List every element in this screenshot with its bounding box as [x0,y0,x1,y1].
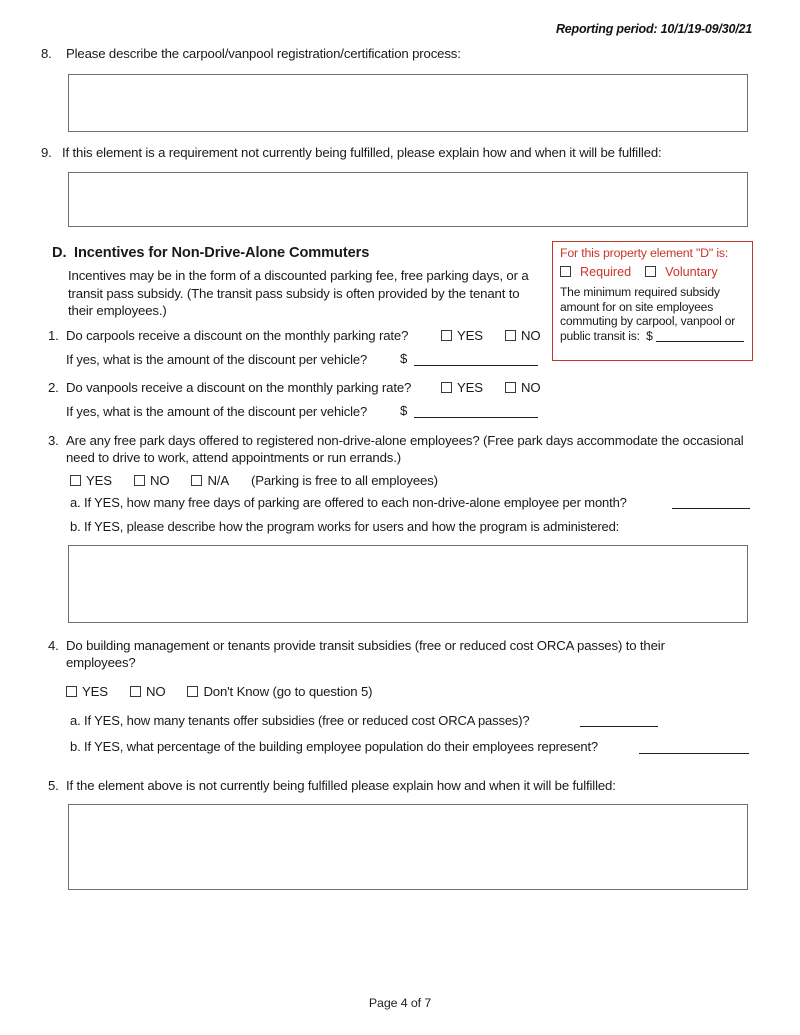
question-9-text: If this element is a requirement not currently being fulfilled, please explain how and when it will be fulfilled: [62,145,662,160]
item-1-amount-input[interactable] [414,365,538,366]
item-2-no-checkbox[interactable] [505,382,516,393]
item-1-yes-checkbox[interactable] [441,330,452,341]
item-4-choices [66,683,372,700]
section-d-letter: D. [52,245,67,261]
callout-amount-input[interactable] [656,330,744,342]
item-4-text: Do building management or tenants provide transit subsidies (free or reduced cost ORCA passes) to their employees? [66,638,665,670]
item-1-choices [441,327,540,344]
item-2-no-label: NO [520,380,541,395]
item-2-yes-checkbox[interactable] [441,382,452,393]
item-3-sub-b-answer-box[interactable] [68,545,748,623]
item-1-currency-symbol: $ [400,351,408,366]
callout-voluntary-label: Voluntary [665,265,718,279]
item-5-answer-box[interactable] [68,804,748,890]
callout-voluntary-checkbox[interactable] [645,266,656,277]
callout-title: For this property element "D" is: [560,246,729,260]
item-2-followup-text: If yes, what is the amount of the discount per vehicle? [66,404,368,419]
item-4-sub-a-text: a. If YES, how many tenants offer subsidies (free or reduced cost ORCA passes)? [70,713,530,728]
item-4-dontknow-checkbox[interactable] [187,686,198,697]
question-8-number: 8. [41,46,52,61]
item-1-no-label: NO [520,328,541,343]
item-2-amount-input[interactable] [414,417,538,418]
item-3-choices [70,472,438,489]
item-3-number: 3. [48,433,59,448]
item-2-yes-label: YES [457,380,483,395]
item-4-sub-b-text: b. If YES, what percentage of the building employee population do their employees represent? [70,739,598,754]
question-9-answer-box[interactable] [68,172,748,227]
question-8-text: Please describe the carpool/vanpool registration/certification process: [66,46,461,61]
reporting-period-label: Reporting period: 10/1/19-09/30/21 [555,22,752,36]
callout-body [560,285,746,343]
item-2-number: 2. [48,380,59,395]
item-3-na-note: (Parking is free to all employees) [250,473,438,488]
item-1-no-checkbox[interactable] [505,330,516,341]
item-3-yes-label: YES [86,473,112,488]
item-4-sub-a-input[interactable] [580,726,658,727]
section-d-title: Incentives for Non-Drive-Alone Commuters [74,245,370,261]
question-8-answer-box[interactable] [68,74,748,132]
item-3-na-checkbox[interactable] [191,475,202,486]
property-element-callout [552,241,753,361]
item-3-no-label: NO [149,473,170,488]
item-3-sub-b-text: b. If YES, please describe how the program works for users and how the program is administered: [70,519,620,534]
item-4-number: 4. [48,638,59,653]
callout-body-text: The minimum required subsidy amount for on site employees commuting by carpool, vanpool or public transit is: [560,285,736,343]
page-footer: Page 4 of 7 [368,996,432,1010]
question-9-number: 9. [41,145,52,160]
callout-required-label: Required [580,265,632,279]
item-5-text: If the element above is not currently being fulfilled please explain how and when it will be fulfilled: [66,778,616,793]
item-4-no-label: NO [145,684,166,699]
item-1-followup-text: If yes, what is the amount of the discount per vehicle? [66,352,368,367]
item-4-dontknow-label: Don't Know (go to question 5) [203,684,373,699]
item-4-yes-checkbox[interactable] [66,686,77,697]
item-1-yes-label: YES [457,328,483,343]
callout-required-checkbox[interactable] [560,266,571,277]
item-3-text: Are any free park days offered to registered non-drive-alone employees? (Free park days accommodate the occasional need to drive to work, attend appointments or run errands.) [66,433,744,465]
item-2-currency-symbol: $ [400,403,408,418]
item-2-text: Do vanpools receive a discount on the monthly parking rate? [66,380,412,395]
callout-options [560,265,746,280]
item-3-sub-a-input[interactable] [672,508,750,509]
item-1-text: Do carpools receive a discount on the monthly parking rate? [66,328,409,343]
item-5-number: 5. [48,778,59,793]
item-3-sub-a-text: a. If YES, how many free days of parking are offered to each non-drive-alone employee per month? [70,495,627,510]
item-4-no-checkbox[interactable] [130,686,141,697]
callout-currency-symbol: $ [646,328,653,343]
item-2-choices [441,379,540,396]
item-3-yes-checkbox[interactable] [70,475,81,486]
item-4-sub-b-input[interactable] [639,753,749,754]
item-3-no-checkbox[interactable] [134,475,145,486]
item-1-number: 1. [48,328,59,343]
item-4-yes-label: YES [82,684,108,699]
item-3-na-label: N/A [207,473,229,488]
section-d-description: Incentives may be in the form of a discounted parking fee, free parking days, or a transit pass subsidy. (The transit pass subsidy is often provided by the tenant to their employees.) [68,268,529,318]
